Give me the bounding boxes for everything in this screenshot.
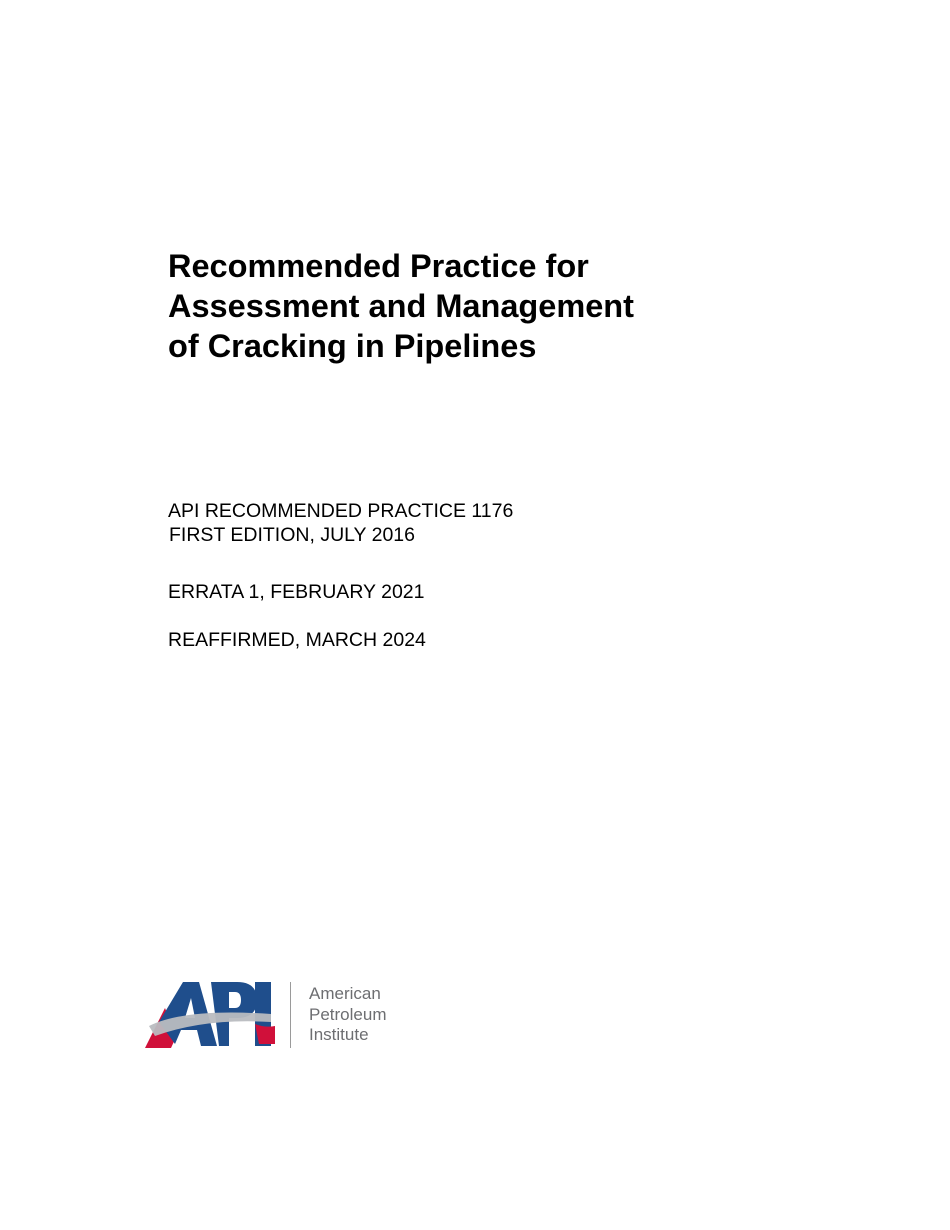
edition-info: FIRST EDITION, JULY 2016 bbox=[169, 524, 415, 546]
practice-designation: API RECOMMENDED PRACTICE 1176 bbox=[168, 500, 514, 522]
logo-name-line-1: American bbox=[309, 984, 381, 1003]
api-logo-mark bbox=[145, 978, 277, 1052]
api-logo bbox=[145, 978, 405, 1052]
logo-divider bbox=[290, 982, 291, 1048]
logo-name-line-2: Petroleum bbox=[309, 1004, 387, 1024]
logo-organization-name bbox=[309, 984, 386, 1046]
errata-info: ERRATA 1, FEBRUARY 2021 bbox=[168, 581, 425, 603]
title-line-1: Recommended Practice for bbox=[168, 248, 589, 284]
title-line-3: of Cracking in Pipelines bbox=[168, 328, 537, 364]
logo-name-line-3: Institute bbox=[309, 1025, 369, 1044]
document-title bbox=[168, 246, 634, 366]
reaffirmed-info: REAFFIRMED, MARCH 2024 bbox=[168, 629, 426, 651]
title-line-2: Assessment and Management bbox=[168, 288, 634, 324]
